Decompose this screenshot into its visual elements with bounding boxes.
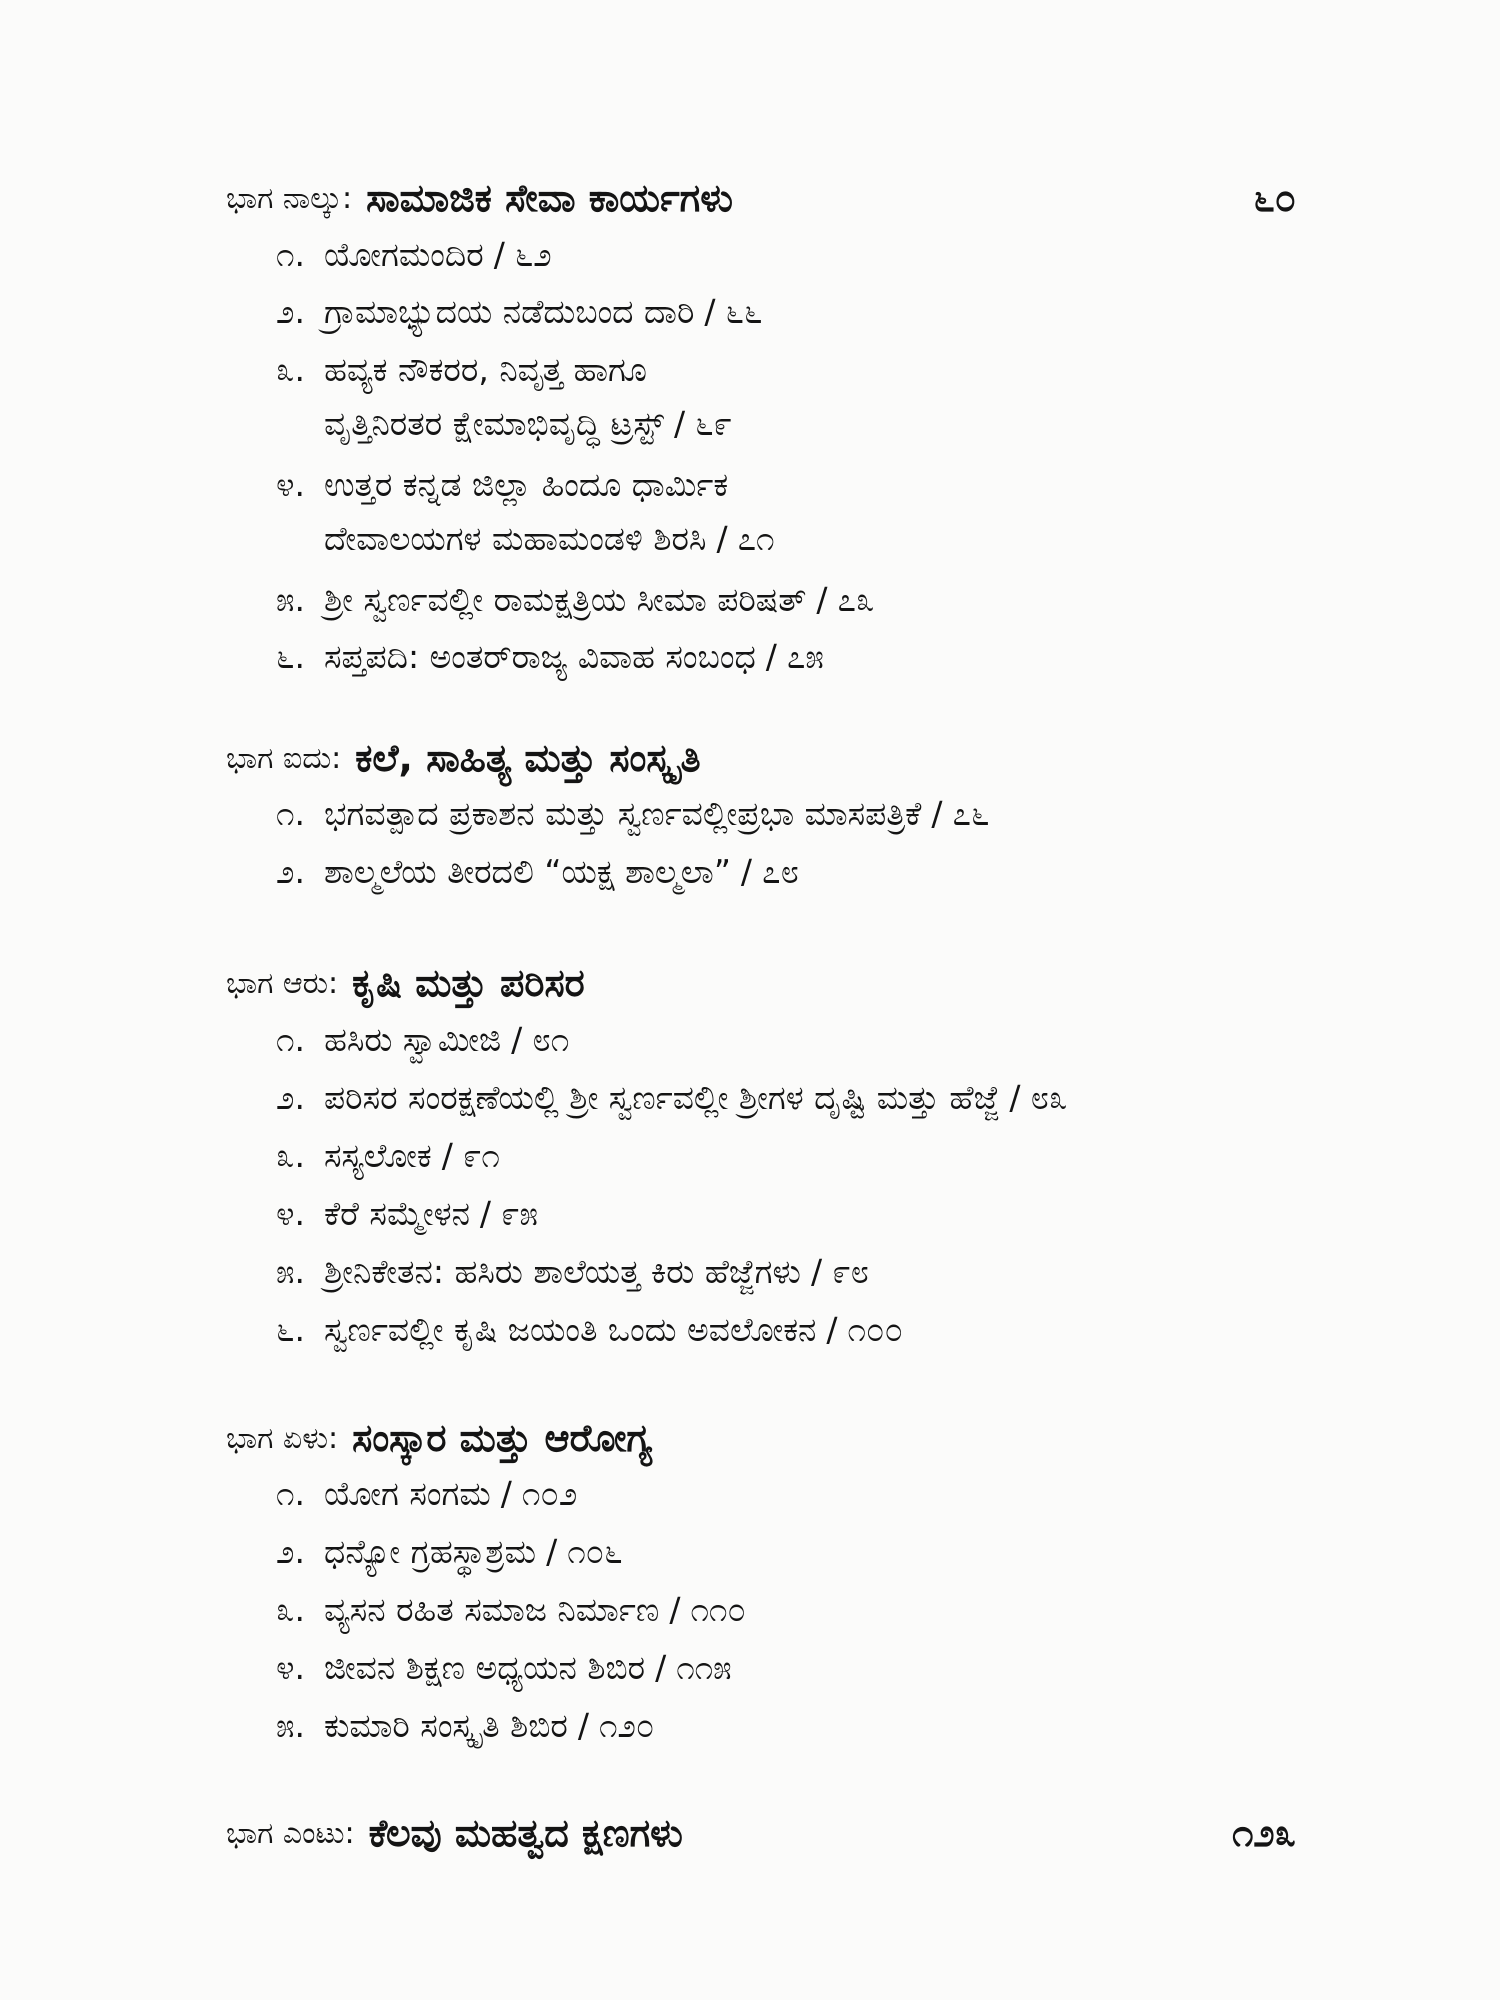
toc-entry — [276, 845, 1296, 899]
entry-title: ಕೆರೆ ಸಮ್ಮೇಳನ — [324, 1194, 470, 1233]
entry-line — [276, 343, 1296, 397]
section-title: ಸಾಮಾಜಿಕ ಸೇವಾ ಕಾರ್ಯಗಳು — [366, 175, 733, 220]
section-label: ಭಾಗ ಆರು: — [226, 965, 339, 1001]
entry-number: ೪. — [276, 1194, 305, 1233]
entry-number: ೨. — [276, 1078, 305, 1117]
entry-title: ಶಾಲ್ಮಲೆಯ ತೀರದಲಿ “ಯಕ್ಷ ಶಾಲ್ಮಲಾ” — [324, 852, 731, 891]
section-heading — [226, 1410, 1296, 1466]
entry-line — [276, 1525, 1296, 1579]
entry-page-number: ೧೦೨ — [521, 1474, 578, 1513]
entry-title: ದೇವಾಲಯಗಳ ಮಹಾಮಂಡಳಿ ಶಿರಸಿ — [324, 519, 707, 558]
entry-title: ಗ್ರಾಮಾಭ್ಯುದಯ ನಡೆದುಬಂದ ದಾರಿ — [324, 292, 695, 331]
entry-line — [276, 1699, 1296, 1753]
entry-page-number: ೧೨೦ — [598, 1706, 655, 1745]
entry-page-number: ೭೩ — [837, 580, 875, 619]
toc-entry — [276, 1129, 1296, 1183]
entry-title: ವೃತ್ತಿನಿರತರ ಕ್ಷೇಮಾಭಿವೃದ್ಧಿ ಟ್ರಸ್ಟ್ — [324, 404, 664, 443]
page-separator: / — [546, 1532, 558, 1571]
toc-entry — [276, 1013, 1296, 1067]
entry-page-number: ೮೧ — [532, 1020, 570, 1059]
entry-line — [276, 630, 1296, 684]
section-page-number: ೧೨೩ — [1232, 1811, 1296, 1855]
page-separator: / — [826, 1310, 838, 1349]
toc-entry — [276, 1245, 1296, 1299]
entry-number: ೧. — [276, 235, 305, 274]
entry-title: ವ್ಯಸನ ರಹಿತ ಸಮಾಜ ನಿರ್ಮಾಣ — [324, 1590, 660, 1629]
section-label: ಭಾಗ ಎಂಟು: — [226, 1815, 355, 1851]
section-title: ಕೃಷಿ ಮತ್ತು ಪರಿಸರ — [352, 960, 585, 1005]
toc-entry — [276, 1583, 1296, 1637]
section-heading — [226, 730, 1296, 786]
section-title: ಕೆಲವು ಮಹತ್ವದ ಕ್ಷಣಗಳು — [368, 1810, 683, 1855]
entry-line — [276, 1129, 1296, 1183]
entry-line — [276, 512, 1296, 566]
entry-page-number: ೯೮ — [832, 1252, 870, 1291]
entry-page-number: ೭೮ — [762, 852, 800, 891]
page-separator: / — [810, 1252, 823, 1291]
toc-entry — [276, 1467, 1296, 1521]
entry-line — [276, 1641, 1296, 1695]
page-separator: / — [500, 1474, 512, 1513]
entry-page-number: ೧೦೬ — [567, 1532, 623, 1571]
entry-title: ಯೋಗಮಂದಿರ — [324, 235, 484, 274]
toc-entry — [276, 285, 1296, 339]
entry-title: ಹಸಿರು ಸ್ವಾಮೀಜಿ — [324, 1020, 502, 1059]
page-separator: / — [740, 852, 753, 891]
entry-line — [276, 458, 1296, 512]
entry-title: ಪರಿಸರ ಸಂರಕ್ಷಣೆಯಲ್ಲಿ ಶ್ರೀ ಸ್ವರ್ಣವಲ್ಲೀ ಶ್ರೀಗಳ ದೃಷ್ಟಿ ಮತ್ತು ಹೆಜ್ಜೆ — [324, 1078, 1000, 1117]
entry-title: ಯೋಗ ಸಂಗಮ — [324, 1474, 491, 1513]
entry-title: ಶ್ರೀ ಸ್ವರ್ಣವಲ್ಲೀ ರಾಮಕ್ಷತ್ರಿಯ ಸೀಮಾ ಪರಿಷತ್ — [324, 580, 807, 619]
toc-entry — [276, 630, 1296, 684]
entry-page-number: ೭೬ — [952, 794, 990, 833]
entry-line — [276, 397, 1296, 451]
page-separator: / — [441, 1136, 453, 1175]
page-separator: / — [669, 1590, 681, 1629]
section-label: ಭಾಗ ಏಳು: — [226, 1420, 339, 1456]
entry-number: ೩. — [276, 1590, 305, 1629]
entry-title: ಉತ್ತರ ಕನ್ನಡ ಜಿಲ್ಲಾ ಹಿಂದೂ ಧಾರ್ಮಿಕ — [324, 465, 729, 504]
section-heading — [226, 170, 1296, 226]
entry-page-number: ೬೨ — [514, 235, 552, 274]
entry-title: ಸಪ್ತಪದಿ: ಅಂತರ್‌ರಾಜ್ಯ ವಿವಾಹ ಸಂಬಂಧ — [324, 637, 756, 676]
entry-number: ೧. — [276, 1474, 305, 1513]
entry-number: ೫. — [276, 1706, 305, 1745]
entry-title: ಕುಮಾರಿ ಸಂಸ್ಕೃತಿ ಶಿಬಿರ — [324, 1706, 568, 1745]
section-label: ಭಾಗ ಐದು: — [226, 740, 342, 776]
section-title: ಕಲೆ, ಸಾಹಿತ್ಯ ಮತ್ತು ಸಂಸ್ಕೃತಿ — [355, 735, 701, 780]
page-separator: / — [716, 519, 728, 558]
entry-title: ಹವ್ಯಕ ನೌಕರರ, ನಿವೃತ್ತ ಹಾಗೂ — [324, 350, 647, 389]
entry-number: ೪. — [276, 1648, 305, 1687]
toc-entry — [276, 787, 1296, 841]
entry-page-number: ೬೬ — [725, 292, 763, 331]
page-separator: / — [577, 1706, 589, 1745]
page-separator: / — [765, 637, 777, 676]
entry-line — [276, 228, 1296, 282]
entry-number: ೨. — [276, 1532, 305, 1571]
entry-number: ೫. — [276, 1252, 305, 1291]
entry-title: ಸ್ವರ್ಣವಲ್ಲೀ ಕೃಷಿ ಜಯಂತಿ ಒಂದು ಅವಲೋಕನ — [324, 1310, 817, 1349]
entry-page-number: ೧೧೦ — [690, 1590, 746, 1629]
entry-number: ೫. — [276, 580, 305, 619]
entry-page-number: ೭೧ — [737, 519, 775, 558]
entry-line — [276, 285, 1296, 339]
entry-line — [276, 845, 1296, 899]
entry-page-number: ೧೦೦ — [847, 1310, 903, 1349]
entry-line — [276, 787, 1296, 841]
toc-entry — [276, 1187, 1296, 1241]
page-separator: / — [479, 1194, 492, 1233]
entry-number: ೬. — [276, 637, 305, 676]
toc-entry — [276, 573, 1296, 627]
entry-line — [276, 1303, 1296, 1357]
entry-line — [276, 1245, 1296, 1299]
page-separator: / — [493, 235, 505, 274]
page-separator: / — [704, 292, 716, 331]
entry-number: ೩. — [276, 350, 305, 389]
entry-page-number: ೭೫ — [786, 637, 824, 676]
entry-title: ಜೀವನ ಶಿಕ್ಷಣ ಅಧ್ಯಯನ ಶಿಬಿರ — [324, 1648, 646, 1687]
toc-entry — [276, 458, 1296, 566]
section-title: ಸಂಸ್ಕಾರ ಮತ್ತು ಆರೋಗ್ಯ — [352, 1415, 653, 1460]
entry-number: ೨. — [276, 852, 305, 891]
entry-title: ಧನ್ಯೋ ಗ್ರಹಸ್ಥಾಶ್ರಮ — [324, 1532, 537, 1571]
entry-title: ಭಗವತ್ಪಾದ ಪ್ರಕಾಶನ ಮತ್ತು ಸ್ವರ್ಣವಲ್ಲೀಪ್ರಭಾ ಮಾಸಪತ್ರಿಕೆ — [324, 794, 922, 833]
entry-number: ೧. — [276, 1020, 305, 1059]
toc-entry — [276, 343, 1296, 451]
page-separator: / — [511, 1020, 523, 1059]
page-separator: / — [1009, 1078, 1021, 1117]
entry-page-number: ೯೧ — [462, 1136, 500, 1175]
section-page-number: ೬೦ — [1253, 176, 1296, 220]
entry-number: ೬. — [276, 1310, 305, 1349]
section-heading — [226, 1805, 1296, 1861]
toc-entry — [276, 1303, 1296, 1357]
toc-entry — [276, 228, 1296, 282]
entry-number: ೩. — [276, 1136, 305, 1175]
toc-entry — [276, 1641, 1296, 1695]
section-label: ಭಾಗ ನಾಲ್ಕು: — [226, 180, 353, 216]
entry-line — [276, 1071, 1296, 1125]
toc-entry — [276, 1525, 1296, 1579]
entry-title: ಸಸ್ಯಲೋಕ — [324, 1136, 432, 1175]
page-separator: / — [655, 1648, 667, 1687]
page-separator: / — [816, 580, 828, 619]
page-separator: / — [673, 404, 686, 443]
page-separator: / — [931, 794, 943, 833]
entry-page-number: ೬೯ — [695, 404, 733, 443]
entry-page-number: ೧೧೫ — [676, 1648, 732, 1687]
toc-entry — [276, 1699, 1296, 1753]
entry-line — [276, 573, 1296, 627]
entry-number: ೪. — [276, 465, 305, 504]
entry-title: ಶ್ರೀನಿಕೇತನ: ಹಸಿರು ಶಾಲೆಯತ್ತ ಕಿರು ಹೆಜ್ಜೆಗಳು — [324, 1252, 801, 1291]
entry-line — [276, 1467, 1296, 1521]
entry-number: ೨. — [276, 292, 305, 331]
section-heading — [226, 955, 1296, 1011]
entry-line — [276, 1187, 1296, 1241]
entry-line — [276, 1583, 1296, 1637]
entry-page-number: ೯೫ — [501, 1194, 539, 1233]
entry-number: ೧. — [276, 794, 305, 833]
toc-entry — [276, 1071, 1296, 1125]
entry-page-number: ೮೩ — [1030, 1078, 1068, 1117]
entry-line — [276, 1013, 1296, 1067]
